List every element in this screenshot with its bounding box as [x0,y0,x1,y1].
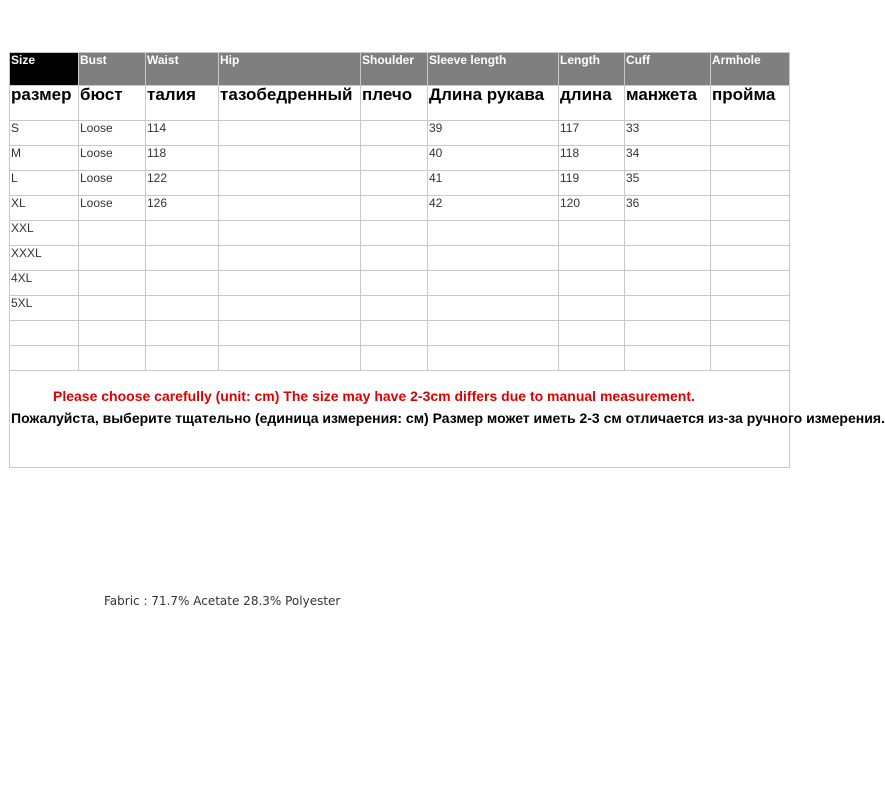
table-cell: 35 [625,171,711,196]
table-cell: 40 [428,146,559,171]
table-cell [361,146,428,171]
table-row [10,121,790,146]
table-cell [361,321,428,346]
table-cell [559,321,625,346]
note-cell [10,371,885,468]
table-cell [711,121,790,146]
table-cell [625,246,711,271]
table-cell: Cuff [625,53,711,86]
table-cell: 42 [428,196,559,221]
table-cell [625,221,711,246]
table-cell [79,271,146,296]
table-cell [428,346,559,371]
table-cell [559,296,625,321]
table-cell [625,346,711,371]
table-cell [146,296,219,321]
table-row [10,271,790,296]
note-english: Please choose carefully (unit: cm) The size may have 2-3cm differs due to manual measurement. [53,388,695,404]
table-cell [219,346,361,371]
table-cell: 119 [559,171,625,196]
table-cell [361,171,428,196]
table-cell: Bust [79,53,146,86]
table-cell [79,346,146,371]
table-cell: M [10,146,79,171]
table-cell [711,196,790,221]
table-cell [625,296,711,321]
table-cell: 120 [559,196,625,221]
table-cell: 118 [559,146,625,171]
table-cell: талия [146,86,219,121]
note-row [10,371,790,468]
table-cell [219,271,361,296]
table-cell: 34 [625,146,711,171]
table-cell: 5XL [10,296,79,321]
table-row [10,146,790,171]
table-cell [361,296,428,321]
table-cell: Armhole [711,53,790,86]
table-cell [428,321,559,346]
table-cell: 114 [146,121,219,146]
table-cell: L [10,171,79,196]
table-cell [559,221,625,246]
table-cell: 117 [559,121,625,146]
table-cell [361,246,428,271]
table-cell [559,246,625,271]
table-cell: бюст [79,86,146,121]
table-row [10,221,790,246]
table-cell [711,321,790,346]
table-cell [625,321,711,346]
table-cell: 36 [625,196,711,221]
table-cell: 41 [428,171,559,196]
table-cell [428,296,559,321]
table-cell [219,146,361,171]
table-cell [146,346,219,371]
table-cell [559,346,625,371]
table-cell [361,221,428,246]
table-cell: 33 [625,121,711,146]
table-cell: 118 [146,146,219,171]
table-row [10,196,790,221]
header-row-en [10,53,790,86]
table-cell [79,221,146,246]
table-cell [219,296,361,321]
table-cell: тазобедренный [219,86,361,121]
table-cell: 126 [146,196,219,221]
table-row [10,321,790,346]
table-cell [219,121,361,146]
table-cell [711,271,790,296]
table-cell: 4XL [10,271,79,296]
table-cell: манжета [625,86,711,121]
table-cell: пройма [711,86,790,121]
table-cell [711,221,790,246]
table-cell: Hip [219,53,361,86]
table-cell [625,271,711,296]
table-row [10,346,790,371]
table-cell [219,196,361,221]
header-row-ru [10,86,790,121]
table-cell: Size [10,53,79,86]
table-cell [146,321,219,346]
table-cell: Loose [79,146,146,171]
table-cell [428,271,559,296]
table-cell: Длина рукава [428,86,559,121]
table-cell [428,246,559,271]
table-cell [219,246,361,271]
table-cell: 39 [428,121,559,146]
table-row [10,296,790,321]
table-cell: XXXL [10,246,79,271]
table-cell [146,246,219,271]
table-cell: Loose [79,121,146,146]
table-cell [711,171,790,196]
note-russian: Пожалуйста, выберите тщательно (единица измерения: см) Размер может иметь 2-3 см отличается из-за ручного измерения. [11,410,885,426]
table-cell [559,271,625,296]
table-cell [79,296,146,321]
table-cell [219,221,361,246]
table-cell: Loose [79,171,146,196]
fabric-composition: Fabric : 71.7% Acetate 28.3% Polyester [104,594,341,608]
table-cell: Waist [146,53,219,86]
table-cell [361,271,428,296]
table-cell [146,221,219,246]
size-chart-table [9,52,885,468]
table-cell [361,121,428,146]
table-cell [219,321,361,346]
table-cell: Sleeve length [428,53,559,86]
table-cell [711,246,790,271]
table-cell: XXL [10,221,79,246]
table-cell: размер [10,86,79,121]
table-cell: Shoulder [361,53,428,86]
table-cell [219,171,361,196]
table-cell [711,146,790,171]
table-cell: плечо [361,86,428,121]
table-cell [361,196,428,221]
table-cell [79,246,146,271]
table-cell [711,346,790,371]
table-cell: длина [559,86,625,121]
table-cell: 122 [146,171,219,196]
table-cell [10,346,79,371]
table-cell: Loose [79,196,146,221]
table-cell: S [10,121,79,146]
table-row [10,171,790,196]
table-cell: Length [559,53,625,86]
table-cell [428,221,559,246]
table-row [10,246,790,271]
table-cell [146,271,219,296]
table-cell: XL [10,196,79,221]
table-cell [361,346,428,371]
table-cell [10,321,79,346]
table-cell [79,321,146,346]
table-cell [711,296,790,321]
